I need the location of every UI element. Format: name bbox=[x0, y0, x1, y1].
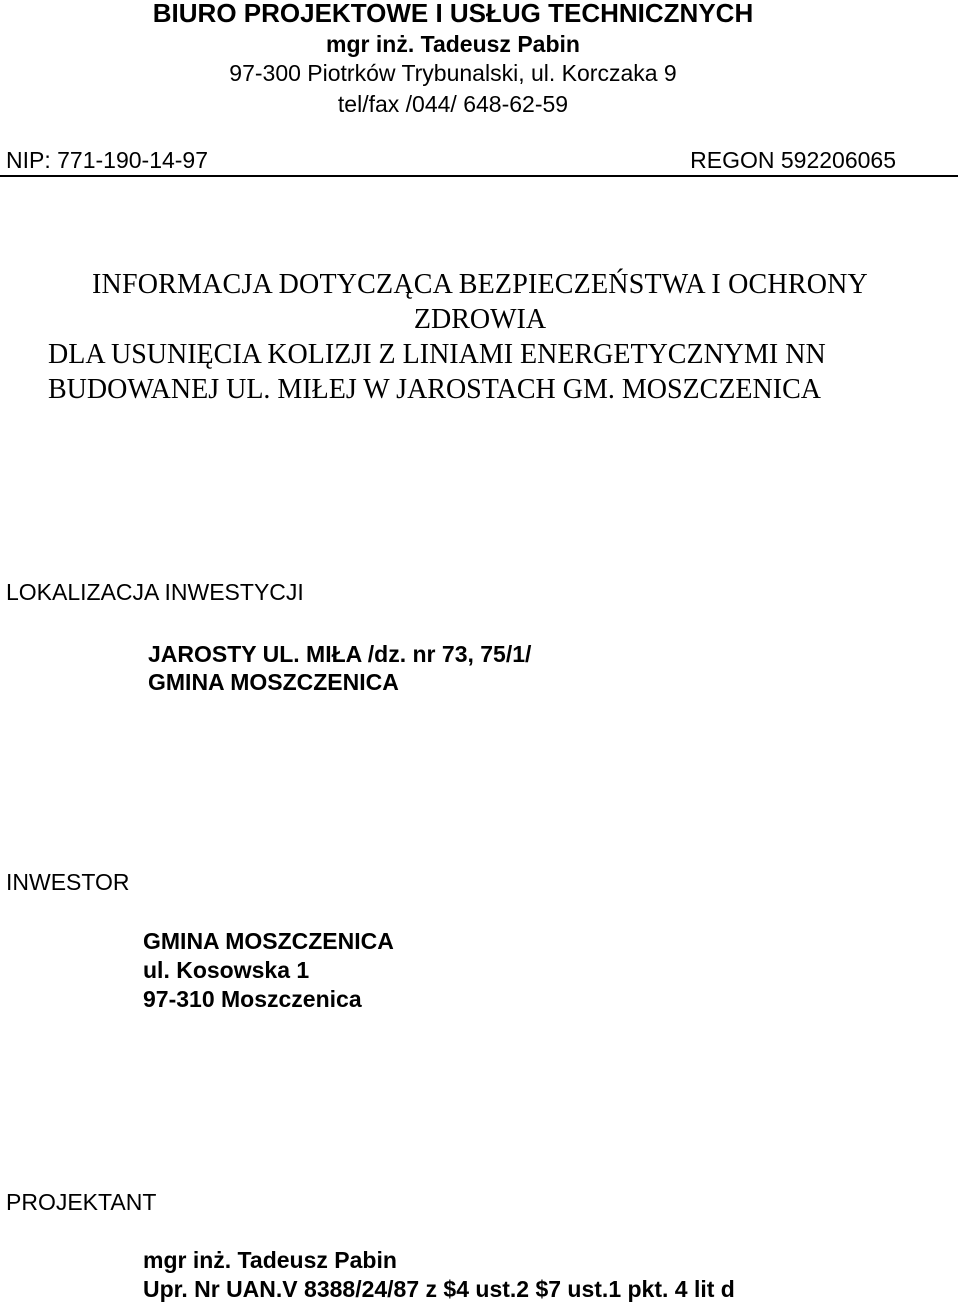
header-divider bbox=[0, 175, 958, 177]
company-address: 97-300 Piotrków Trybunalski, ul. Korczaka 9 bbox=[229, 60, 677, 86]
document-title-line-4: BUDOWANEJ UL. MIŁEJ W JAROSTACH GM. MOSZCZENICA bbox=[48, 374, 821, 405]
document-title-line-3: DLA USUNIĘCIA KOLIZJI Z LINIAMI ENERGETYCZNYMI NN bbox=[48, 339, 826, 370]
designer-label: PROJEKTANT bbox=[6, 1189, 157, 1215]
document-title-line-1: INFORMACJA DOTYCZĄCA BEZPIECZEŃSTWA I OCHRONY bbox=[92, 269, 868, 300]
nip-number: NIP: 771-190-14-97 bbox=[6, 147, 209, 173]
investor-label: INWESTOR bbox=[6, 869, 130, 895]
company-phone: tel/fax /044/ 648-62-59 bbox=[337, 91, 569, 117]
designer-license: Upr. Nr UAN.V 8388/24/87 z $4 ust.2 $7 ust.1 pkt. 4 lit d bbox=[143, 1276, 735, 1302]
company-name: BIURO PROJEKTOWE I USŁUG TECHNICZNYCH bbox=[152, 0, 754, 28]
location-municipality: GMINA MOSZCZENICA bbox=[148, 669, 399, 695]
location-address: JAROSTY UL. MIŁA /dz. nr 73, 75/1/ bbox=[148, 641, 532, 667]
regon-number: REGON 592206065 bbox=[690, 147, 896, 173]
investor-city: 97-310 Moszczenica bbox=[143, 986, 362, 1012]
designer-name: mgr inż. Tadeusz Pabin bbox=[143, 1247, 397, 1273]
location-label: LOKALIZACJA INWESTYCJI bbox=[6, 579, 304, 605]
investor-name: GMINA MOSZCZENICA bbox=[143, 928, 394, 954]
document-title-line-2: ZDROWIA bbox=[413, 304, 547, 335]
company-owner: mgr inż. Tadeusz Pabin bbox=[326, 31, 580, 57]
investor-street: ul. Kosowska 1 bbox=[143, 957, 310, 983]
